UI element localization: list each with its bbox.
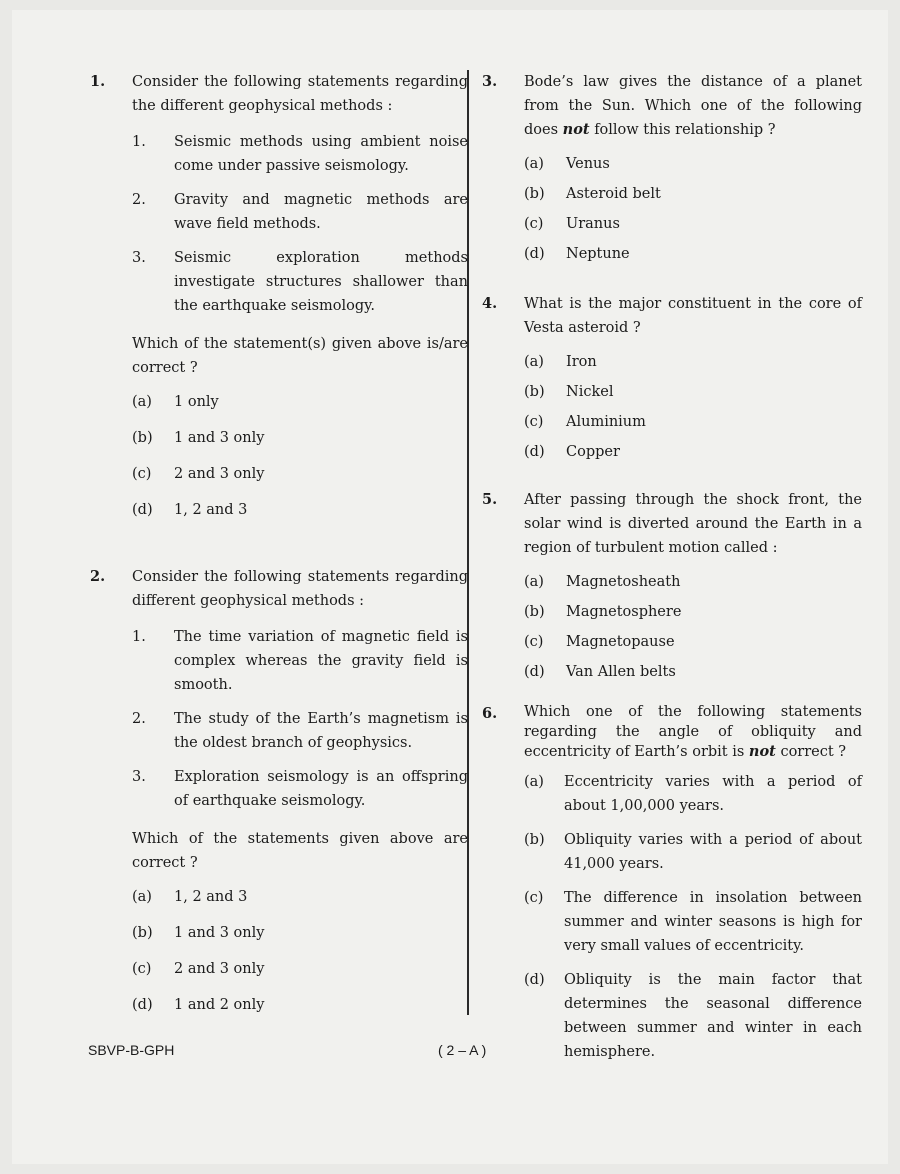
statement-item (90, 130, 468, 178)
option-b[interactable] (482, 600, 862, 630)
option-list (482, 350, 862, 470)
page-number: ( 2 – A ) (438, 1042, 487, 1058)
statement-number: 2. (132, 192, 146, 208)
option-text: Magnetopause (566, 634, 675, 650)
option-d[interactable] (482, 968, 862, 1064)
option-text: 1 and 3 only (174, 430, 265, 446)
question-text: Consider the following statements regarding the different geophysical methods : (132, 74, 468, 114)
option-label: (b) (524, 604, 545, 620)
option-c[interactable] (482, 630, 862, 660)
option-list (482, 770, 862, 1064)
option-label: (c) (524, 216, 544, 232)
statement-item (90, 765, 468, 813)
option-d[interactable] (90, 993, 468, 1029)
statement-number: 1. (132, 629, 146, 645)
question-text-part: Which one of the following statements regarding the angle of obliquity and eccentricity of Earth’s orbit is (524, 704, 862, 760)
option-text: 2 and 3 only (174, 961, 265, 977)
option-b[interactable] (482, 380, 862, 410)
question-4 (482, 292, 862, 470)
question-text (524, 702, 862, 762)
option-text: 2 and 3 only (174, 466, 265, 482)
option-c[interactable] (90, 957, 468, 993)
emphasis-not: not (562, 121, 590, 138)
question-ask: Which of the statements given above are correct ? (132, 831, 468, 871)
option-text: Neptune (566, 246, 630, 262)
option-label: (c) (524, 890, 544, 906)
option-text: Uranus (566, 216, 620, 232)
statement-text: Seismic methods using ambient noise come under passive seismology. (174, 134, 468, 174)
option-c[interactable] (482, 886, 862, 958)
option-text: Venus (566, 156, 610, 172)
option-text: Asteroid belt (566, 186, 661, 202)
option-text: 1 only (174, 394, 219, 410)
question-number: 5. (482, 491, 498, 508)
option-c[interactable] (482, 410, 862, 440)
option-label: (b) (132, 925, 153, 941)
question-1 (90, 70, 468, 534)
question-text: What is the major constituent in the core of Vesta asteroid ? (524, 296, 862, 336)
option-label: (c) (132, 961, 152, 977)
question-5 (482, 488, 862, 690)
question-text: Consider the following statements regarding different geophysical methods : (132, 569, 468, 609)
option-label: (a) (132, 889, 152, 905)
question-text-part: Bode’s law gives the distance of a planet from the Sun. Which one of the following does (524, 74, 862, 138)
option-text: Aluminium (566, 414, 646, 430)
option-label: (a) (524, 574, 544, 590)
option-c[interactable] (90, 462, 468, 498)
option-label: (c) (524, 414, 544, 430)
statement-text: The study of the Earth’s magnetism is the oldest branch of geophysics. (174, 711, 468, 751)
option-label: (d) (132, 502, 153, 518)
question-text-part: correct ? (780, 744, 847, 760)
statement-number: 1. (132, 134, 146, 150)
option-label: (a) (524, 354, 544, 370)
option-text: 1, 2 and 3 (174, 502, 248, 518)
option-text: 1, 2 and 3 (174, 889, 248, 905)
option-list (482, 570, 862, 690)
option-label: (b) (524, 186, 545, 202)
question-2 (90, 565, 468, 1029)
question-number: 3. (482, 73, 498, 90)
question-6 (482, 702, 862, 1074)
statement-item (90, 188, 468, 236)
option-a[interactable] (482, 570, 862, 600)
option-label: (a) (524, 156, 544, 172)
question-text-part: follow this relationship ? (594, 122, 776, 138)
option-d[interactable] (482, 440, 862, 470)
option-text: Nickel (566, 384, 614, 400)
option-text: Obliquity is the main factor that determines the seasonal difference between summer and winter in each hemisphere. (564, 972, 862, 1060)
option-list (90, 390, 468, 534)
option-b[interactable] (90, 426, 468, 462)
question-3 (482, 70, 862, 272)
option-label: (d) (132, 997, 153, 1013)
statement-text: Exploration seismology is an offspring of earthquake seismology. (174, 769, 468, 809)
emphasis-not: not (748, 743, 776, 760)
option-d[interactable] (482, 242, 862, 272)
question-number: 6. (482, 705, 498, 722)
option-text: Eccentricity varies with a period of about 1,00,000 years. (564, 774, 862, 814)
option-b[interactable] (90, 921, 468, 957)
option-label: (b) (132, 430, 153, 446)
question-text: After passing through the shock front, the solar wind is diverted around the Earth in a region of turbulent motion called : (524, 492, 862, 556)
option-text: 1 and 2 only (174, 997, 265, 1013)
statement-number: 3. (132, 250, 146, 266)
option-text: Magnetosheath (566, 574, 681, 590)
option-b[interactable] (482, 182, 862, 212)
option-text: Iron (566, 354, 597, 370)
statement-item (90, 707, 468, 755)
statement-item (90, 625, 468, 697)
statement-item (90, 246, 468, 318)
option-d[interactable] (90, 498, 468, 534)
option-text: Obliquity varies with a period of about 41,000 years. (564, 832, 862, 872)
option-label: (d) (524, 972, 545, 988)
option-b[interactable] (482, 828, 862, 876)
question-ask: Which of the statement(s) given above is/are correct ? (132, 336, 468, 376)
option-d[interactable] (482, 660, 862, 690)
question-number: 2. (90, 568, 106, 585)
option-label: (a) (524, 774, 544, 790)
option-a[interactable] (90, 885, 468, 921)
option-text: Van Allen belts (566, 664, 676, 680)
statement-number: 2. (132, 711, 146, 727)
option-label: (b) (524, 832, 545, 848)
question-number: 4. (482, 295, 498, 312)
statement-number: 3. (132, 769, 146, 785)
booklet-code: SBVP-B-GPH (88, 1042, 175, 1058)
question-number: 1. (90, 73, 106, 90)
option-text: The difference in insolation between summer and winter seasons is high for very small values of eccentricity. (564, 890, 862, 954)
option-a[interactable] (90, 390, 468, 426)
option-c[interactable] (482, 212, 862, 242)
option-label: (a) (132, 394, 152, 410)
option-text: Magnetosphere (566, 604, 682, 620)
option-list (482, 152, 862, 272)
option-label: (d) (524, 246, 545, 262)
option-label: (d) (524, 444, 545, 460)
option-list (90, 885, 468, 1029)
question-text (524, 70, 862, 142)
option-a[interactable] (482, 152, 862, 182)
statement-text: The time variation of magnetic field is complex whereas the gravity field is smooth. (174, 629, 468, 693)
option-label: (d) (524, 664, 545, 680)
option-label: (b) (524, 384, 545, 400)
option-a[interactable] (482, 770, 862, 818)
option-label: (c) (524, 634, 544, 650)
option-text: 1 and 3 only (174, 925, 265, 941)
statement-text: Gravity and magnetic methods are wave field methods. (174, 192, 468, 232)
option-a[interactable] (482, 350, 862, 380)
option-label: (c) (132, 466, 152, 482)
statement-text: Seismic exploration methods investigate structures shallower than the earthquake seismology. (174, 250, 468, 314)
option-text: Copper (566, 444, 620, 460)
